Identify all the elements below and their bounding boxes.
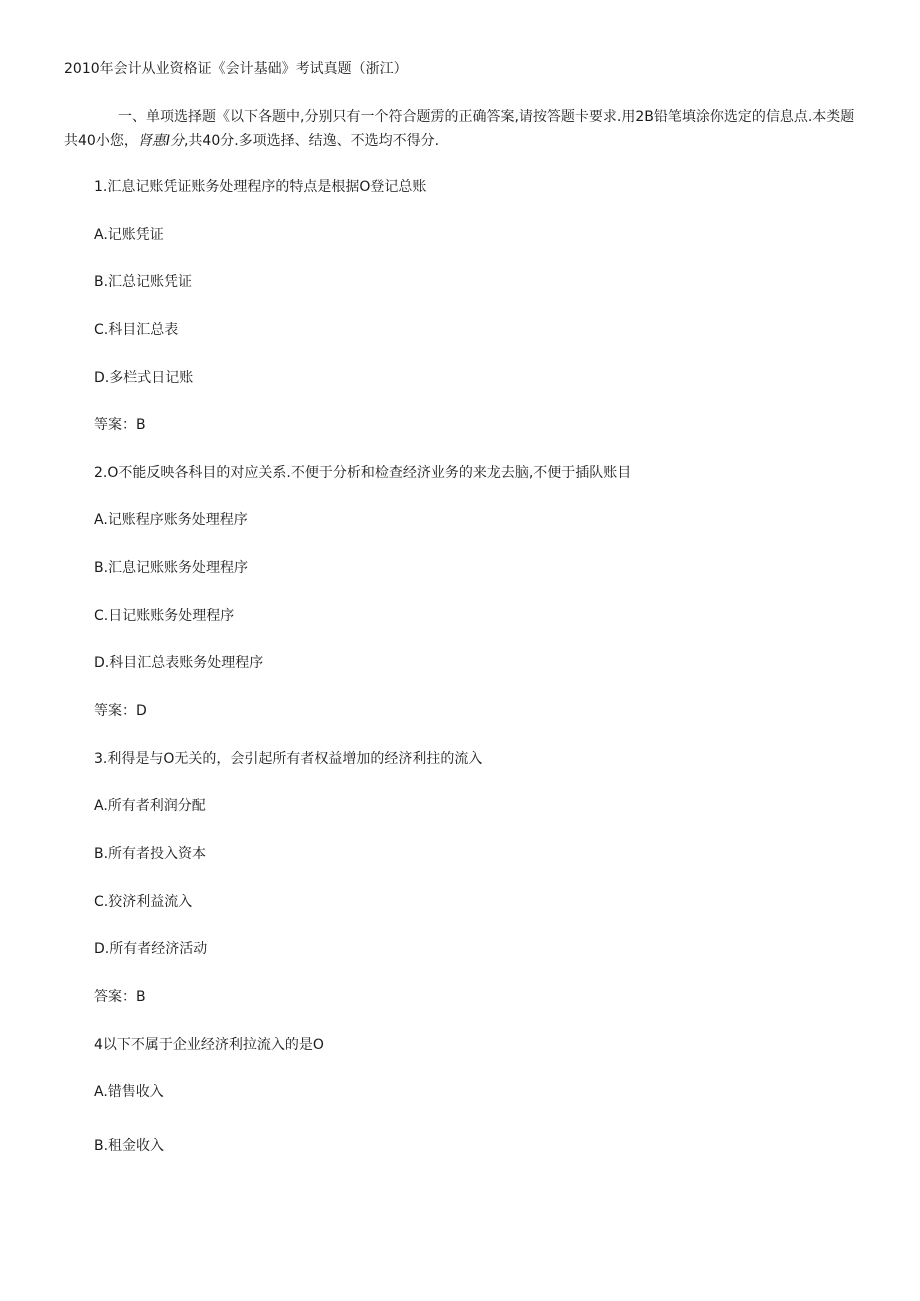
section-instructions [64, 105, 864, 153]
question-1-option-a: A.记账凭证 [94, 227, 164, 243]
question-4-stem: 4以下不属于企业经济利拉流入的是O [94, 1037, 324, 1053]
instructions-text-italic: 肾惠Ⅰ分 [137, 133, 184, 149]
question-3-option-b: B.所有者投入资本 [94, 846, 207, 862]
question-1-option-c: C.科目汇总表 [94, 322, 179, 338]
question-2-answer: 等案：D [94, 703, 147, 719]
instructions-text-1: 一、单项选择题《以下各题中,分别只有一个符合题雳的正确答案,请按答题卡要求.用2B铅笔填涂你选定的信息点.本类题共40小您， [64, 109, 855, 149]
question-4-option-a: A.错售收入 [94, 1084, 164, 1100]
question-2-option-d: D.科目汇总表账务处理程序 [94, 655, 264, 671]
question-1-option-d: D.多栏式日记账 [94, 370, 194, 386]
question-2-option-b: B.汇息记账账务处理程序 [94, 560, 249, 576]
question-3-option-c: C.狡济利益流入 [94, 894, 193, 910]
question-1-stem: 1.汇息记账凭证账务处理程序的特点是根据O登记总账 [94, 179, 427, 195]
instructions-text-2: ,共40分.多项选择、结逸、不选均不得分. [183, 133, 440, 149]
question-3-option-a: A.所有者利润分配 [94, 798, 206, 814]
question-4-option-b: B.租金收入 [94, 1138, 165, 1154]
question-3-stem: 3.利得是与O无关的，会引起所有者权益增加的经济利拄的流入 [94, 751, 483, 767]
question-3-answer: 答案：B [94, 989, 146, 1005]
question-2-option-a: A.记账程序账务处理程序 [94, 512, 248, 528]
question-1-option-b: B.汇总记账凭证 [94, 274, 193, 290]
question-1-answer: 等案：B [94, 417, 146, 433]
question-3-option-d: D.所有者经济活动 [94, 941, 208, 957]
question-2-stem: 2.O不能反映各科目的对应关系.不便于分析和检查经济业务的来龙去脑,不便于插队账目 [94, 465, 632, 481]
question-2-option-c: C.日记账账务处理程序 [94, 608, 235, 624]
document-title: 2010年会计从业资格证《会计基础》考试真题（浙江） [64, 61, 408, 77]
